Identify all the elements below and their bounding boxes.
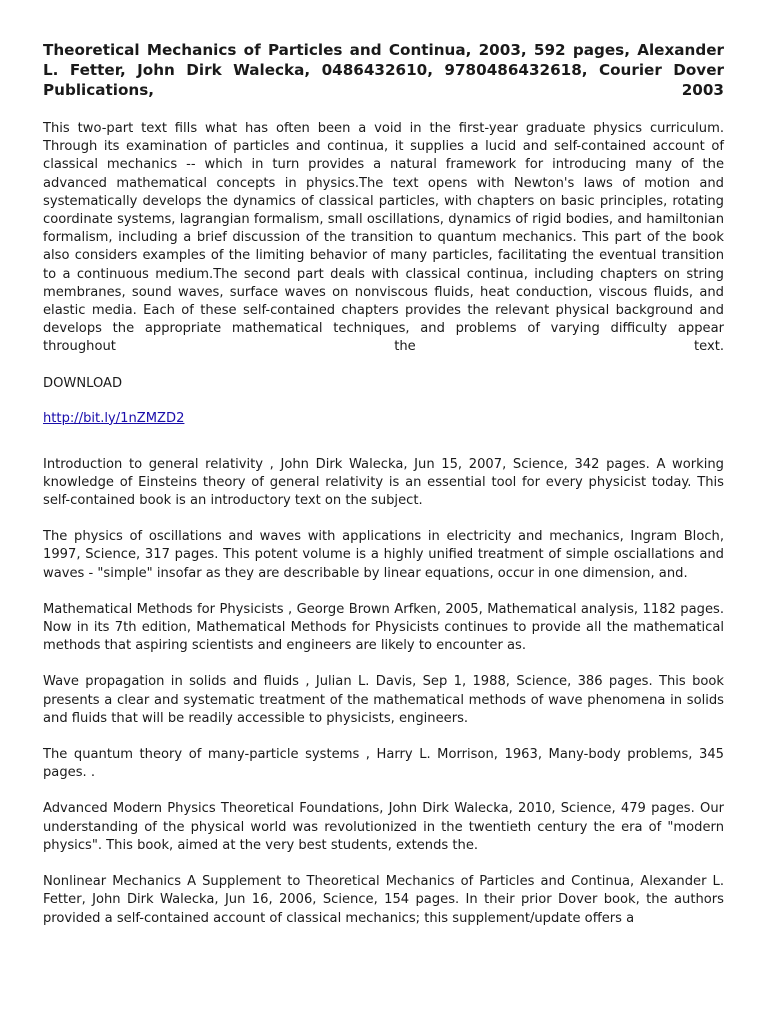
related-book-5: The quantum theory of many-particle systems , Harry L. Morrison, 1963, Many-body problems, 345 pages. . [43,747,724,781]
book-description: This two-part text fills what has often been a void in the first-year graduate physics curriculum. Through its examination of particles and continua, it supplies a lucid and self-contained account of classical mechanics -- which in turn provides a natural framework for introducing many of the advanced mathematical concepts in physics.The text opens with Newton's laws of motion and systematically develops the dynamics of classical particles, with chapters on basic principles, rotating coordinate systems, lagrangian formalism, small oscillations, dynamics of rigid bodies, and hamiltonian formalism, including a brief discussion of the transition to quantum mechanics. This part of the book also considers examples of the limiting behavior of many particles, facilitating the eventual transition to a continuous medium.The second part deals with classical continua, including chapters on string membranes, sound waves, surface waves on nonviscous fluids, heat conduction, viscous fluids, and elastic media. Each of these self-contained chapters provides the relevant physical background and develops the appropriate mathematical techniques, and problems of varying difficulty appear throughout the text. [43,121,724,355]
related-book-7: Nonlinear Mechanics A Supplement to Theoretical Mechanics of Particles and Continua, Alexander L. Fetter, John Dirk Walecka, Jun 16, 2006, Science, 154 pages. In their prior Dover book, the authors provided a self-contained account of classical mechanics; this supplement/update offers a [43,874,724,926]
download-link-wrapper [43,407,724,442]
related-book-2: The physics of oscillations and waves with applications in electricity and mechanics, Ingram Bloch, 1997, Science, 317 pages. This potent volume is a highly unified treatment of simple osciallations and waves - "simple" insofar as they are describable by linear equations, occur in one dimension, and. [43,529,724,581]
related-book-1: Introduction to general relativity , John Dirk Walecka, Jun 15, 2007, Science, 342 pages. A working knowledge of Einsteins theory of general relativity is an essential tool for every physicist today. This self-contained book is an introductory text on the subject. [43,456,724,509]
related-book-4: Wave propagation in solids and fluids , Julian L. Davis, Sep 1, 1988, Science, 386 pages. This book presents a clear and systematic treatment of the mathematical methods of wave phenomena in solids and fluids that will be readily accessible to physicists, engineers. [43,674,724,726]
document-page [43,40,724,946]
related-book-3: Mathematical Methods for Physicists , George Brown Arfken, 2005, Mathematical analysis, 1182 pages. Now in its 7th edition, Mathematical Methods for Physicists continues to provide all the mathematical methods that aspiring scientists and engineers are likely to encounter as. [43,601,724,654]
related-book-6: Advanced Modern Physics Theoretical Foundations, John Dirk Walecka, 2010, Science, 479 pages. Our understanding of the physical world was revolutionized in the twentieth century the era of "modern physics". This book, aimed at the very best students, extends the. [43,801,724,853]
document-title: Theoretical Mechanics of Particles and Continua, 2003, 592 pages, Alexander L. Fetter, John Dirk Walecka, 0486432610, 9780486432618, Courier Dover Publications, 2003 [43,41,724,99]
download-label: DOWNLOAD [43,375,123,391]
download-link[interactable]: http://bit.ly/1nZMZD2 [43,410,185,426]
